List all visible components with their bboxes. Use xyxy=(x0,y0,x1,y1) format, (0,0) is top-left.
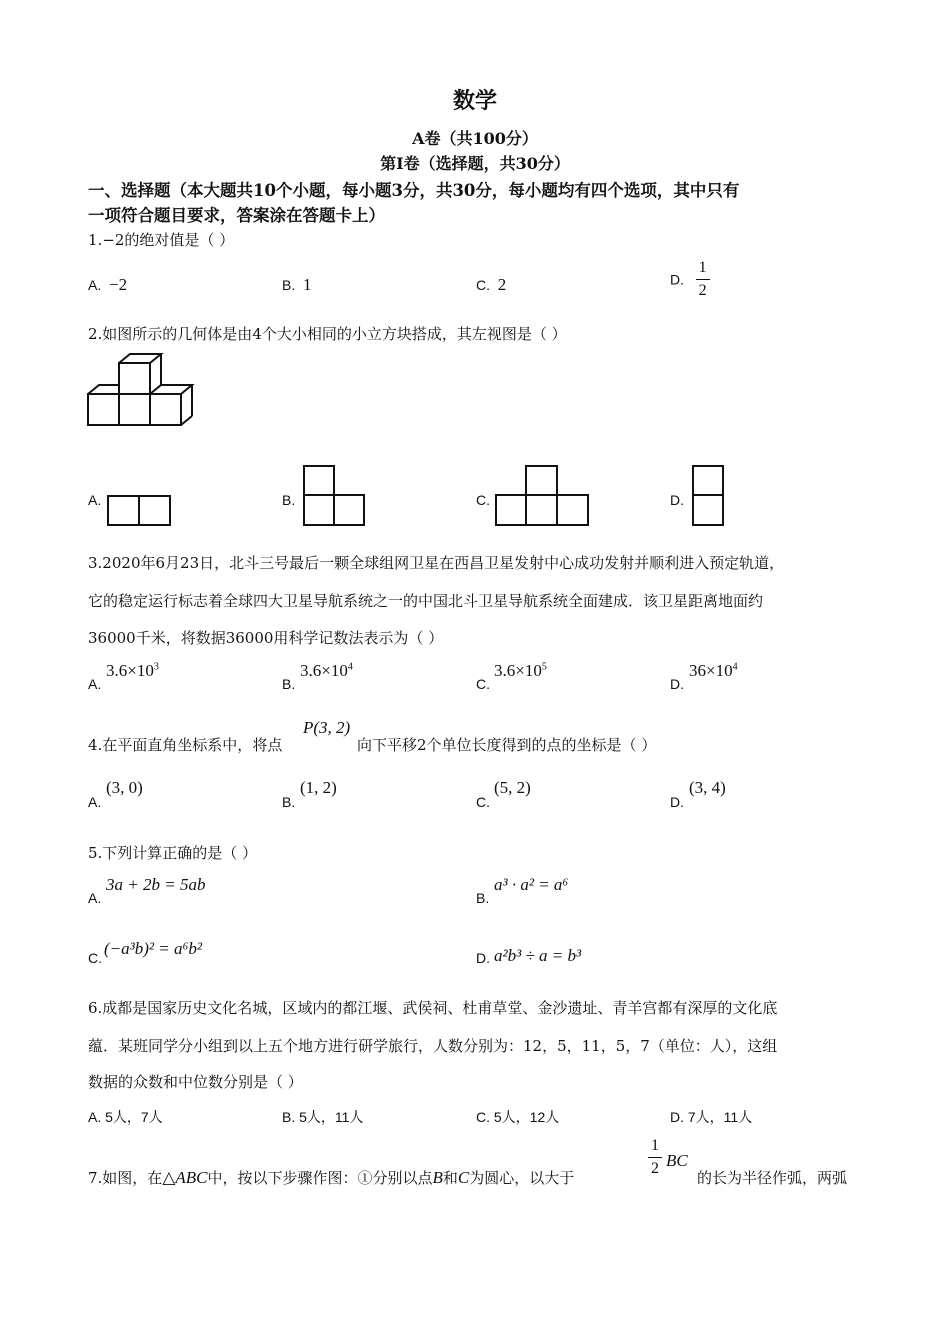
q3-option-c: $3.6\times 10^5$ xyxy=(494,661,547,680)
q3-line3: 36000千米，将数据36000用科学记数法表示为（ ） xyxy=(88,629,444,647)
q2-option-b-label: B. xyxy=(282,492,296,508)
q1-option-a: A. −2 xyxy=(88,275,128,294)
section-heading-line2: 一项符合题目要求，答案涂在答题卡上） xyxy=(88,206,385,225)
q3-option-d-label: D. xyxy=(670,676,684,692)
q2-option-c-label: C. xyxy=(476,492,490,508)
q5-option-c: (−a³b)² = a⁶b² xyxy=(104,939,202,958)
q2-option-c-figure xyxy=(494,464,590,527)
q4-stem-suffix: 向下平移2个单位长度得到的点的坐标是（ ） xyxy=(357,736,657,754)
q5-option-a: 3a + 2b = 5ab xyxy=(106,875,206,894)
q2-option-a-figure xyxy=(106,494,172,527)
q6-option-c: C. 5人，12人 xyxy=(476,1109,560,1125)
q5-option-d-label: D. xyxy=(476,950,490,966)
q5-option-b-label: B. xyxy=(476,890,490,906)
q5-option-a-label: A. xyxy=(88,890,102,906)
option-label: B. xyxy=(282,277,296,293)
q7-fraction: $\frac{1}{2}$ xyxy=(648,1138,662,1177)
q4-stem-prefix: 4.在平面直角坐标系中，将点 xyxy=(88,736,283,754)
q5-stem: 5.下列计算正确的是（ ） xyxy=(88,844,258,862)
paper-subtitle: A卷（共100分） xyxy=(412,129,538,148)
q2-stem: 2.如图所示的几何体是由4个大小相同的小立方块搭成，其左视图是（ ） xyxy=(88,325,567,343)
option-label: A. xyxy=(88,277,102,293)
q1-option-b: B. 1 xyxy=(282,275,312,294)
q6-line3: 数据的众数和中位数分别是（ ） xyxy=(88,1073,303,1091)
q5-option-d: a²b³ ÷ a = b³ xyxy=(494,946,582,965)
q1-option-c: C. 2 xyxy=(476,275,507,294)
section-heading-line1: 一、选择题（本大题共10个小题，每小题3分，共30分，每小题均有四个选项，其中只有 xyxy=(88,181,740,200)
q7-bc: BC xyxy=(666,1151,688,1170)
q4-point: P(3, 2) xyxy=(303,718,351,737)
q2-option-d-label: D. xyxy=(670,492,684,508)
q2-option-b-figure xyxy=(302,464,366,527)
q4-option-d-label: D. xyxy=(670,794,684,810)
q3-option-b-label: B. xyxy=(282,676,296,692)
q3-option-d: $36\times 10^4$ xyxy=(689,661,738,680)
q6-option-b: B. 5人，11人 xyxy=(282,1109,364,1125)
q7-line1: 7.如图，在△ABC中，按以下步骤作图：①分别以点B和C为圆心，以大于 xyxy=(88,1168,575,1187)
cube-figure xyxy=(86,352,198,428)
q4-option-b: (1, 2) xyxy=(300,778,337,797)
q7-line1-suffix: 的长为半径作弧，两弧 xyxy=(697,1169,848,1187)
q4-option-c-label: C. xyxy=(476,794,490,810)
q4-option-c: (5, 2) xyxy=(494,778,531,797)
q3-option-a-label: A. xyxy=(88,676,102,692)
option-label: C. xyxy=(476,277,490,293)
q4-option-a: (3, 0) xyxy=(106,778,143,797)
q2-option-a-label: A. xyxy=(88,492,102,508)
q3-line2: 它的稳定运行标志着全球四大卫星导航系统之一的中国北斗卫星导航系统全面建成．该卫星距离地面约 xyxy=(88,592,764,610)
q4-option-d: (3, 4) xyxy=(689,778,726,797)
q6-line1: 6.成都是国家历史文化名城，区域内的都江堰、武侯祠、杜甫草堂、金沙遗址、青羊宫都有深厚的文化底 xyxy=(88,999,778,1017)
option-label: D. xyxy=(670,271,684,288)
fraction: $\frac{1}{2}$ xyxy=(696,260,710,299)
part-subtitle: 第Ⅰ卷（选择题，共30分） xyxy=(380,154,570,173)
q3-option-a: $3.6\times 10^3$ xyxy=(106,661,159,680)
q5-option-b: a³ · a² = a⁶ xyxy=(494,875,569,894)
q3-option-b: $3.6\times 10^4$ xyxy=(300,661,353,680)
q4-option-b-label: B. xyxy=(282,794,296,810)
q4-option-a-label: A. xyxy=(88,794,102,810)
q1-option-d xyxy=(670,260,710,299)
q5-option-c-label: C. xyxy=(88,950,102,966)
page-title: 数学 xyxy=(452,88,497,114)
q1-stem: 1.−2的绝对值是（ ） xyxy=(88,231,235,249)
q2-option-d-figure xyxy=(691,464,725,527)
q6-option-d: D. 7人，11人 xyxy=(670,1109,753,1125)
q3-line1: 3.2020年6月23日，北斗三号最后一颗全球组网卫星在西昌卫星发射中心成功发射并顺利进入预定轨道， xyxy=(88,554,785,572)
q6-option-a: A. 5人，7人 xyxy=(88,1109,163,1125)
q6-line2: 蕴．某班同学分小组到以上五个地方进行研学旅行，人数分别为：12，5，11，5，7（单位：人），这组 xyxy=(88,1037,778,1055)
q3-option-c-label: C. xyxy=(476,676,490,692)
